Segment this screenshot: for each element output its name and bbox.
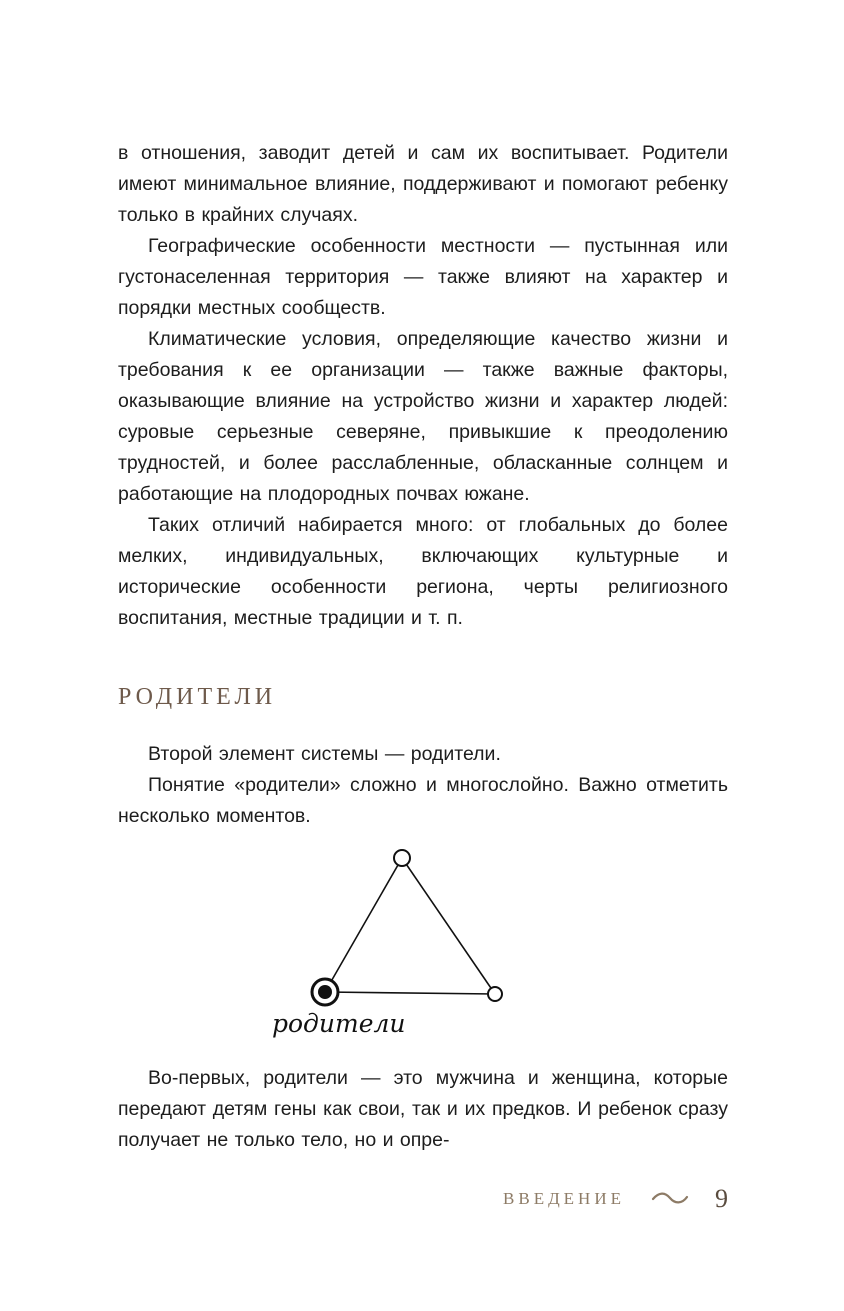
paragraph: в отношения, заводит детей и сам их воспитывает. Родители имеют минимальное влияние, поддерживают и помогают ребенку только в крайних случаях. [118,142,728,226]
tilde-ornament-icon [651,1191,689,1210]
paragraph: Во-первых, родители — это мужчина и женщина, которые передают детям гены как свои, так и их предков. И ребенок сразу получает не только тело, но и опре- [118,1067,728,1151]
paragraph: Таких отличий набирается много: от глобальных до более мелких, индивидуальных, включающих культурные и исторические особенности региона, черты религиозного воспитания, местные традиции и т. п. [118,514,728,629]
page-number: 9 [715,1184,728,1213]
page-footer [503,1184,728,1214]
footer-section-label: ВВЕДЕНИЕ [503,1189,625,1208]
node-top-circle [394,850,410,866]
triangle-edge-bottom [325,992,495,994]
paragraph: Климатические условия, определяющие качество жизни и требования к ее организации — также важные факторы, оказывающие влияние на устройство жизни и характер людей: суровые серьезные северяне, привыкшие к преодолению трудностей, и более расслабленные, обласканные солнцем и работающие на плодородных почвах южане. [118,328,728,505]
triangle-edge-right [402,858,495,994]
triangle-edge-left [325,858,402,992]
node-right-circle [488,987,502,1001]
section-heading: РОДИТЕЛИ [118,684,277,710]
paragraph: Второй элемент системы — родители. [148,743,501,765]
text-block [118,138,728,1156]
triangle-figure [268,844,568,1049]
node-parents-dot [318,985,332,999]
triangle-diagram [268,844,568,1049]
paragraph: Понятие «родители» сложно и многослойно. Важно отметить несколько моментов. [118,774,728,827]
paragraph: Географические особенности местности — пустынная или густонаселенная территория — также влияют на характер и порядки местных сообществ. [118,235,728,319]
figure-label-parents: родители [272,1009,406,1038]
